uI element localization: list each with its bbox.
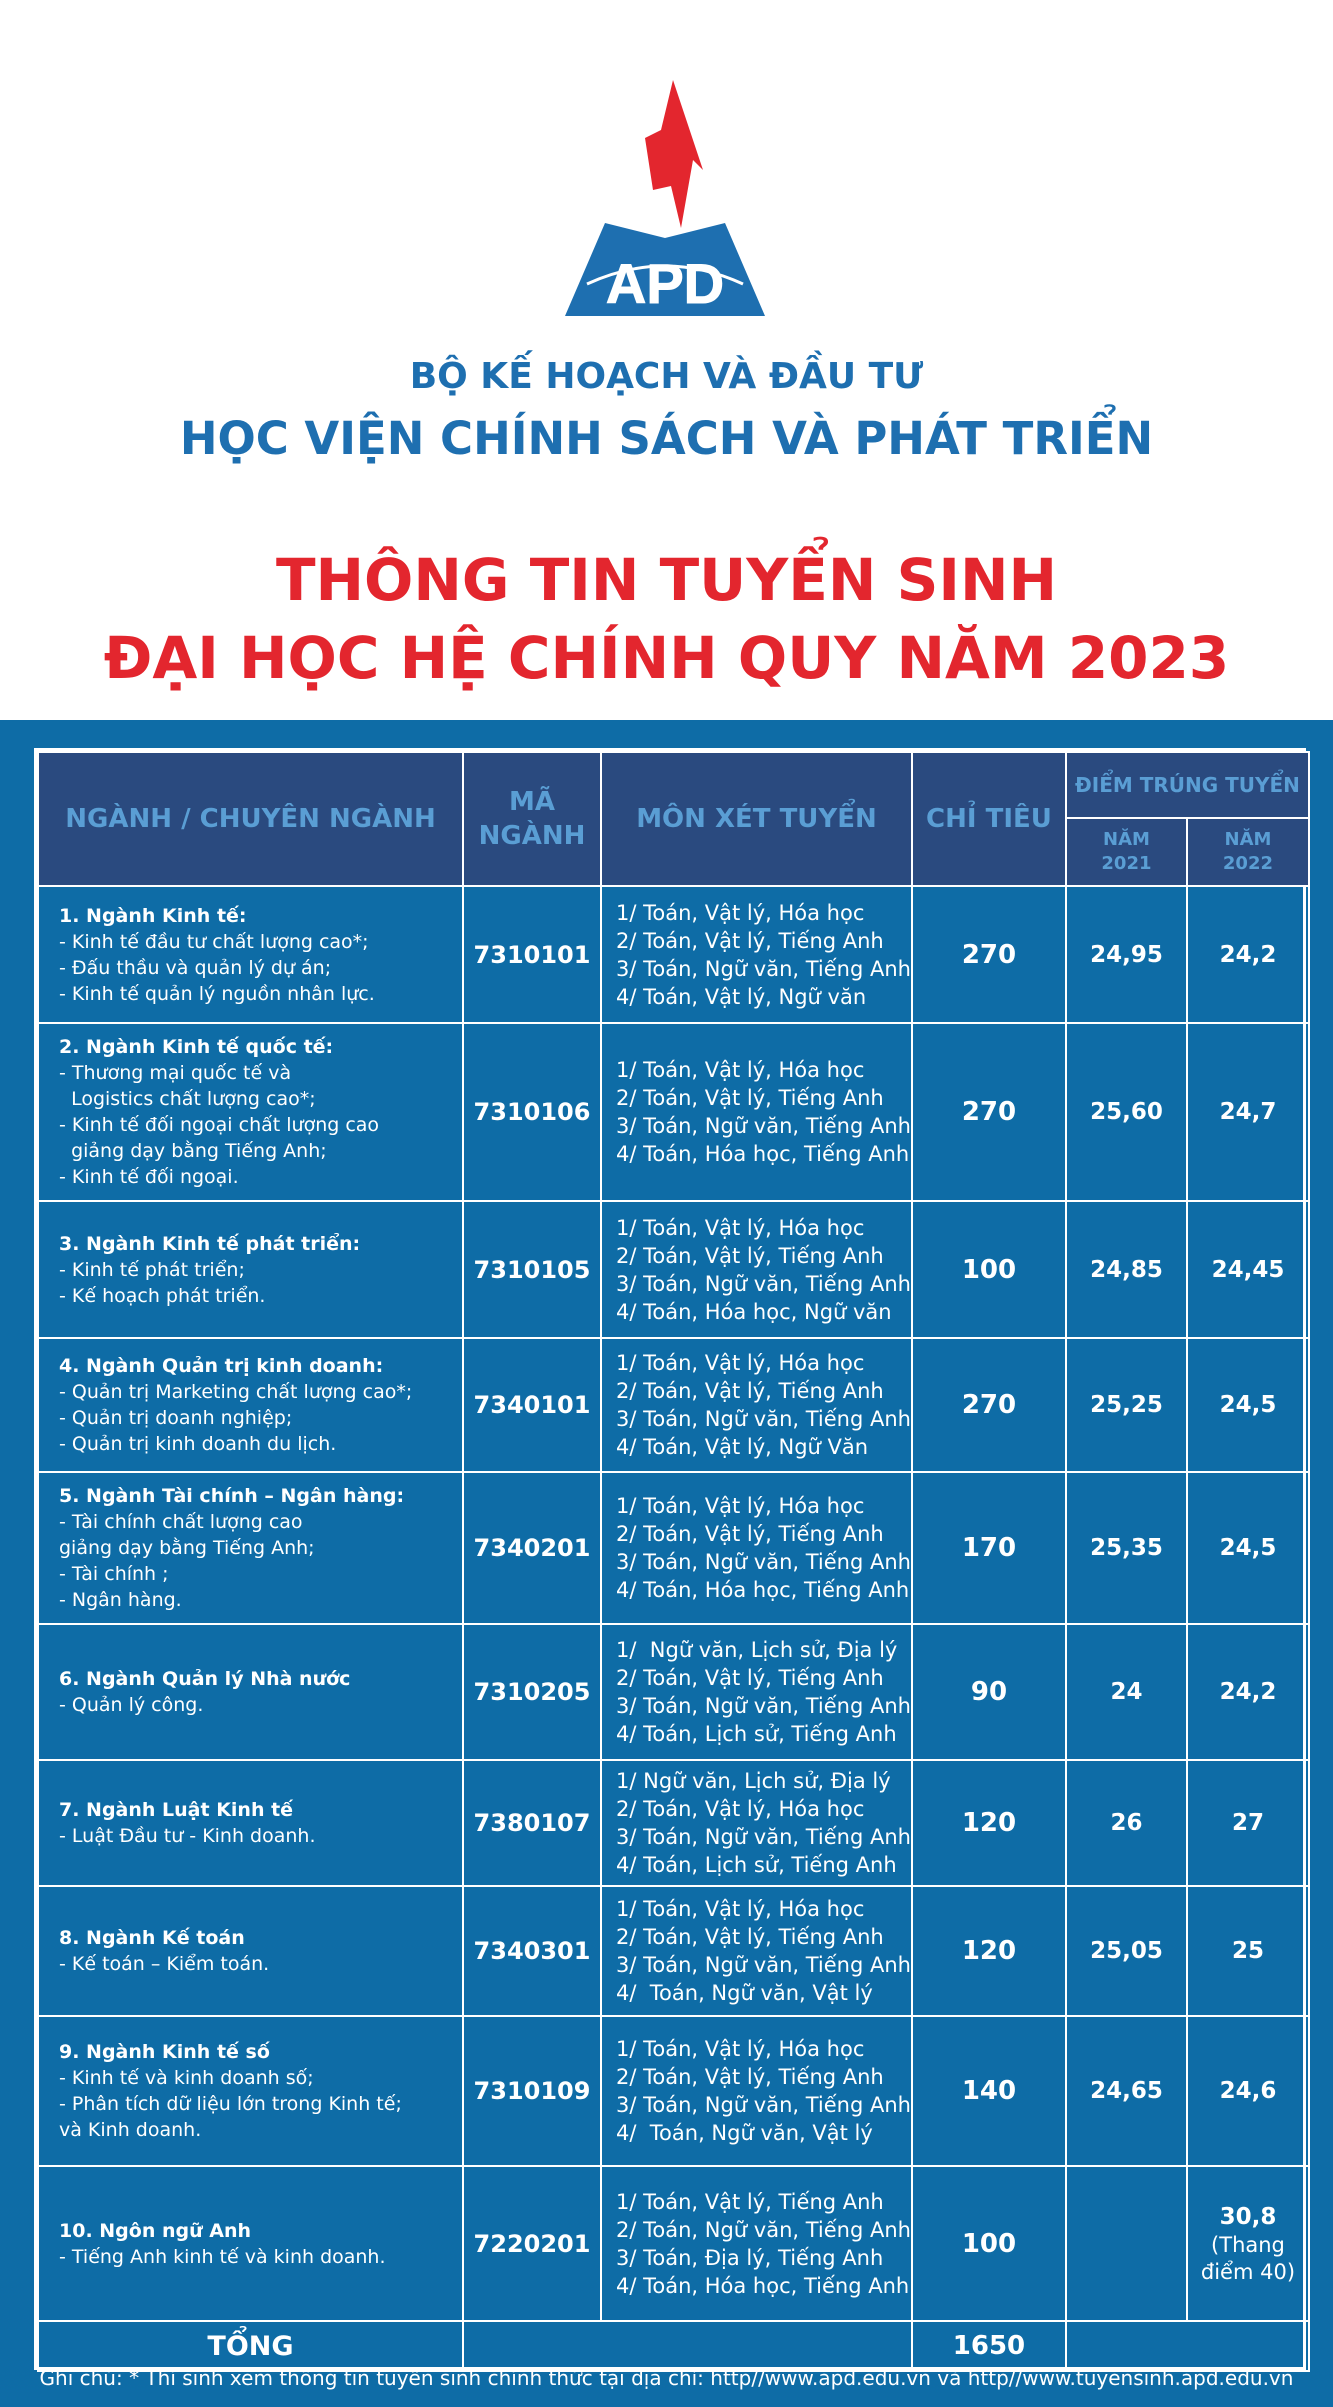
score-2022-cell <box>1187 1023 1309 1201</box>
subject-combination: 3/ Toán, Ngữ văn, Tiếng Anh <box>616 2093 911 2117</box>
subject-combination: 1/ Toán, Vật lý, Hóa học <box>616 1494 865 1518</box>
major-cell <box>38 1201 463 1338</box>
subject-combination: 1/ Toán, Vật lý, Hóa học <box>616 1351 865 1375</box>
subject-combination: 4/ Toán, Vật lý, Ngữ văn <box>616 984 867 1009</box>
score-2022-value: 24,5 <box>1219 1535 1277 1561</box>
specialization-item: - Kinh tế phát triển; <box>59 1258 245 1281</box>
specialization-item: - Tài chính ; <box>59 1563 169 1585</box>
subject-combination: 3/ Toán, Địa lý, Tiếng Anh <box>616 2245 884 2270</box>
total-spacer-right <box>1066 2321 1309 2371</box>
score-2022-value: 25 <box>1231 1938 1264 1964</box>
quota-cell: 90 <box>912 1624 1066 1760</box>
major-title: 4. Ngành Quản trị kinh doanh: <box>59 1355 384 1377</box>
table-row <box>38 886 1309 1023</box>
ministry-name: BỘ KẾ HOẠCH VÀ ĐẦU TƯ <box>409 356 924 397</box>
score-2021-cell: 24 <box>1066 1624 1187 1760</box>
major-title: 5. Ngành Tài chính – Ngân hàng: <box>59 1485 405 1507</box>
subject-combination: 1/ Ngữ văn, Lịch sử, Địa lý <box>616 1769 891 1793</box>
major-cell <box>38 886 463 1023</box>
header-year-2021-value: 2021 <box>1101 853 1152 874</box>
major-code: 7310109 <box>463 2016 601 2166</box>
major-code: 7310101 <box>463 886 601 1023</box>
score-2022-cell <box>1187 1472 1309 1624</box>
subject-combination: 3/ Toán, Ngữ văn, Tiếng Anh <box>616 1114 911 1138</box>
score-2021-cell: 25,05 <box>1066 1886 1187 2016</box>
quota-cell: 100 <box>912 2166 1066 2321</box>
table-body <box>38 886 1309 2321</box>
subject-combination: 3/ Toán, Ngữ văn, Tiếng Anh <box>616 1271 911 1296</box>
major-cell <box>38 1023 463 1201</box>
specialization-item: - Kinh tế và kinh doanh số; <box>59 2067 314 2089</box>
major-code: 7220201 <box>463 2166 601 2321</box>
score-2022-value: 24,45 <box>1211 1256 1285 1283</box>
subject-combination: 4/ Toán, Lịch sử, Tiếng Anh <box>616 1722 897 1746</box>
quota-cell: 100 <box>912 1201 1066 1338</box>
table-row <box>38 1338 1309 1472</box>
subject-combination: 2/ Toán, Vật lý, Tiếng Anh <box>616 1086 884 1110</box>
specialization-item: - Kế toán – Kiểm toán. <box>59 1953 270 1975</box>
specialization-item: - Quản trị doanh nghiệp; <box>59 1407 293 1429</box>
subjects-cell <box>601 2166 912 2321</box>
subjects-cell <box>601 1023 912 1201</box>
quota-cell: 270 <box>912 886 1066 1023</box>
subject-combination: 3/ Toán, Ngữ văn, Tiếng Anh <box>616 1550 911 1574</box>
subject-combination: 3/ Toán, Ngữ văn, Tiếng Anh <box>616 1694 911 1718</box>
quota-cell: 140 <box>912 2016 1066 2166</box>
score-2022-value: 24,5 <box>1219 1392 1277 1418</box>
major-cell <box>38 2166 463 2321</box>
subject-combination: 4/ Toán, Hóa học, Tiếng Anh <box>616 2273 910 2298</box>
subjects-cell <box>601 1201 912 1338</box>
specialization-item: - Ngân hàng. <box>59 1589 182 1611</box>
header-quota: CHỈ TIÊU <box>912 752 1066 886</box>
subject-combination: 3/ Toán, Ngữ văn, Tiếng Anh <box>616 1953 911 1977</box>
subjects-cell <box>601 1338 912 1472</box>
major-title: 1. Ngành Kinh tế: <box>59 904 247 927</box>
specialization-item: - Kinh tế đầu tư chất lượng cao*; <box>59 930 369 953</box>
header-code-line2: NGÀNH <box>478 821 586 851</box>
score-2022-value: 27 <box>1231 1810 1264 1836</box>
logo-text: APD <box>605 252 725 315</box>
table-row <box>38 1886 1309 2016</box>
score-2022-cell <box>1187 1338 1309 1472</box>
subject-combination: 2/ Toán, Vật lý, Tiếng Anh <box>616 1925 884 1949</box>
major-cell <box>38 2016 463 2166</box>
specialization-item: - Quản lý công. <box>59 1694 204 1716</box>
subject-combination: 1/ Toán, Vật lý, Hóa học <box>616 1897 865 1921</box>
header-year-2021 <box>1066 818 1187 886</box>
subject-combination: 4/ Toán, Hóa học, Tiếng Anh <box>616 1142 910 1166</box>
major-title: 10. Ngôn ngữ Anh <box>59 2219 251 2242</box>
major-cell <box>38 1624 463 1760</box>
score-2022-cell <box>1187 1760 1309 1886</box>
major-title: 2. Ngành Kinh tế quốc tế: <box>59 1036 334 1058</box>
subject-combination: 1/ Toán, Vật lý, Hóa học <box>616 1215 865 1240</box>
major-title: 6. Ngành Quản lý Nhà nước <box>59 1668 351 1690</box>
score-2022-value: 24,6 <box>1219 2078 1277 2104</box>
subject-combination: 3/ Toán, Ngữ văn, Tiếng Anh <box>616 1825 911 1849</box>
table-row <box>38 1472 1309 1624</box>
score-2021-cell: 25,60 <box>1066 1023 1187 1201</box>
table-row <box>38 1760 1309 1886</box>
major-code: 7310105 <box>463 1201 601 1338</box>
subject-combination: 1/ Ngữ văn, Lịch sử, Địa lý <box>616 1638 898 1662</box>
specialization-item: - Tiếng Anh kinh tế và kinh doanh. <box>59 2245 386 2268</box>
subject-combination: 2/ Toán, Ngữ văn, Tiếng Anh <box>616 2217 911 2242</box>
header-year-2022 <box>1187 818 1309 886</box>
specialization-item: - Quản trị kinh doanh du lịch. <box>59 1433 337 1455</box>
score-2022-cell <box>1187 2166 1309 2321</box>
major-cell <box>38 1760 463 1886</box>
specialization-item: - Kinh tế quản lý nguồn nhân lực. <box>59 982 375 1005</box>
logo-flame <box>645 80 703 228</box>
subjects-cell <box>601 1472 912 1624</box>
subject-combination: 2/ Toán, Vật lý, Tiếng Anh <box>616 1666 884 1690</box>
subject-combination: 2/ Toán, Vật lý, Tiếng Anh <box>616 1522 884 1546</box>
score-2022-value: 24,2 <box>1219 1679 1277 1705</box>
quota-cell: 120 <box>912 1760 1066 1886</box>
score-2021-cell: 24,95 <box>1066 886 1187 1023</box>
major-cell <box>38 1338 463 1472</box>
table-row <box>38 2016 1309 2166</box>
header-subjects: MÔN XÉT TUYỂN <box>601 752 912 886</box>
header-area <box>0 0 1333 720</box>
score-2022-cell <box>1187 1886 1309 2016</box>
score-2022-cell <box>1187 1201 1309 1338</box>
specialization-item: giảng dạy bằng Tiếng Anh; <box>59 1140 327 1162</box>
specialization-item: giảng dạy bằng Tiếng Anh; <box>59 1537 315 1559</box>
page-title-line2: ĐẠI HỌC HỆ CHÍNH QUY NĂM 2023 <box>103 624 1230 692</box>
quota-cell: 120 <box>912 1886 1066 2016</box>
major-cell <box>38 1472 463 1624</box>
score-2021-cell: 24,85 <box>1066 1201 1187 1338</box>
score-2021-cell: 26 <box>1066 1760 1187 1886</box>
subjects-cell <box>601 886 912 1023</box>
admission-table <box>37 751 1310 2372</box>
specialization-item: - Tài chính chất lượng cao <box>59 1511 303 1533</box>
score-2021-cell: 25,25 <box>1066 1338 1187 1472</box>
header-scores: ĐIỂM TRÚNG TUYỂN <box>1066 752 1309 818</box>
total-label: TỔNG <box>38 2321 463 2371</box>
apd-logo <box>565 78 765 318</box>
header-year-2022-value: 2022 <box>1222 853 1274 874</box>
score-2022-value: 30,8 <box>1219 2203 1277 2230</box>
major-code: 7310205 <box>463 1624 601 1760</box>
specialization-item: - Thương mại quốc tế và <box>59 1062 292 1084</box>
major-title: 9. Ngành Kinh tế số <box>59 2041 270 2063</box>
header-major: NGÀNH / CHUYÊN NGÀNH <box>38 752 463 886</box>
header-year-2021-label: NĂM <box>1103 829 1150 850</box>
score-2022-cell <box>1187 886 1309 1023</box>
subject-combination: 3/ Toán, Ngữ văn, Tiếng Anh <box>616 1407 911 1431</box>
major-title: 7. Ngành Luật Kinh tế <box>59 1799 294 1821</box>
header-code <box>463 752 601 886</box>
total-value: 1650 <box>912 2321 1066 2371</box>
table-row <box>38 2166 1309 2321</box>
quota-cell: 170 <box>912 1472 1066 1624</box>
score-2022-value: 24,7 <box>1219 1099 1277 1125</box>
subject-combination: 1/ Toán, Vật lý, Tiếng Anh <box>616 2189 884 2214</box>
specialization-item: - Luật Đầu tư - Kinh doanh. <box>59 1825 316 1847</box>
specialization-item: - Quản trị Marketing chất lượng cao*; <box>59 1381 413 1403</box>
table-row <box>38 1624 1309 1760</box>
subjects-cell <box>601 2016 912 2166</box>
subject-combination: 4/ Toán, Ngữ văn, Vật lý <box>616 2121 873 2145</box>
specialization-item: - Kinh tế đối ngoại chất lượng cao <box>59 1114 380 1136</box>
specialization-item: và Kinh doanh. <box>59 2119 202 2141</box>
score-2022-cell <box>1187 1624 1309 1760</box>
major-cell <box>38 1886 463 2016</box>
score-2022-value: 24,2 <box>1219 941 1277 968</box>
subject-combination: 1/ Toán, Vật lý, Hóa học <box>616 2037 865 2061</box>
subject-combination: 4/ Toán, Hóa học, Ngữ văn <box>616 1299 892 1324</box>
subject-combination: 2/ Toán, Vật lý, Tiếng Anh <box>616 2065 884 2089</box>
subject-combination: 1/ Toán, Vật lý, Hóa học <box>616 1058 865 1082</box>
header-code-line1: MÃ <box>509 787 555 817</box>
score-2022-cell <box>1187 2016 1309 2166</box>
subject-combination: 4/ Toán, Lịch sử, Tiếng Anh <box>616 1853 897 1877</box>
specialization-item: - Kinh tế đối ngoại. <box>59 1166 239 1188</box>
total-spacer <box>463 2321 912 2371</box>
quota-cell: 270 <box>912 1023 1066 1201</box>
subject-combination: 2/ Toán, Vật lý, Hóa học <box>616 1797 865 1821</box>
table-row <box>38 1023 1309 1201</box>
specialization-item: - Phân tích dữ liệu lớn trong Kinh tế; <box>59 2093 402 2115</box>
subject-combination: 1/ Toán, Vật lý, Hóa học <box>616 900 865 925</box>
subject-combination: 4/ Toán, Vật lý, Ngữ Văn <box>616 1435 869 1459</box>
table-row <box>38 1201 1309 1338</box>
specialization-item: Logistics chất lượng cao*; <box>59 1088 316 1110</box>
major-title: 3. Ngành Kinh tế phát triển: <box>59 1232 361 1255</box>
major-code: 7340201 <box>463 1472 601 1624</box>
score-2021-cell <box>1066 2166 1187 2321</box>
specialization-item: - Đấu thầu và quản lý dự án; <box>59 956 332 979</box>
subject-combination: 2/ Toán, Vật lý, Tiếng Anh <box>616 1243 884 1268</box>
subject-combination: 2/ Toán, Vật lý, Tiếng Anh <box>616 928 884 953</box>
subjects-cell <box>601 1624 912 1760</box>
total-row <box>38 2321 1309 2371</box>
score-scale-note: (Thang điểm 40) <box>1200 2232 1296 2284</box>
table-header-row <box>38 752 1309 818</box>
subjects-cell <box>601 1760 912 1886</box>
institute-name: HỌC VIỆN CHÍNH SÁCH VÀ PHÁT TRIỂN <box>179 412 1154 465</box>
score-2021-cell: 24,65 <box>1066 2016 1187 2166</box>
major-code: 7380107 <box>463 1760 601 1886</box>
header-year-2022-label: NĂM <box>1224 829 1272 850</box>
subjects-cell <box>601 1886 912 2016</box>
score-2021-cell: 25,35 <box>1066 1472 1187 1624</box>
subject-combination: 2/ Toán, Vật lý, Tiếng Anh <box>616 1379 884 1403</box>
major-title: 8. Ngành Kế toán <box>59 1927 245 1949</box>
quota-cell: 270 <box>912 1338 1066 1472</box>
major-code: 7310106 <box>463 1023 601 1201</box>
subject-combination: 4/ Toán, Hóa học, Tiếng Anh <box>616 1578 910 1602</box>
footnote: Ghi chú: * Thí sinh xem thông tin tuyển sinh chính thức tại địa chỉ: http//www.apd.edu.vn và http//www.tuyensinh.apd.edu.vn <box>39 2366 1294 2390</box>
subject-combination: 3/ Toán, Ngữ văn, Tiếng Anh <box>616 956 911 981</box>
specialization-item: - Kế hoạch phát triển. <box>59 1284 266 1307</box>
major-code: 7340301 <box>463 1886 601 2016</box>
subject-combination: 4/ Toán, Ngữ văn, Vật lý <box>616 1981 873 2005</box>
page-title-line1: THÔNG TIN TUYỂN SINH <box>275 546 1058 614</box>
major-code: 7340101 <box>463 1338 601 1472</box>
